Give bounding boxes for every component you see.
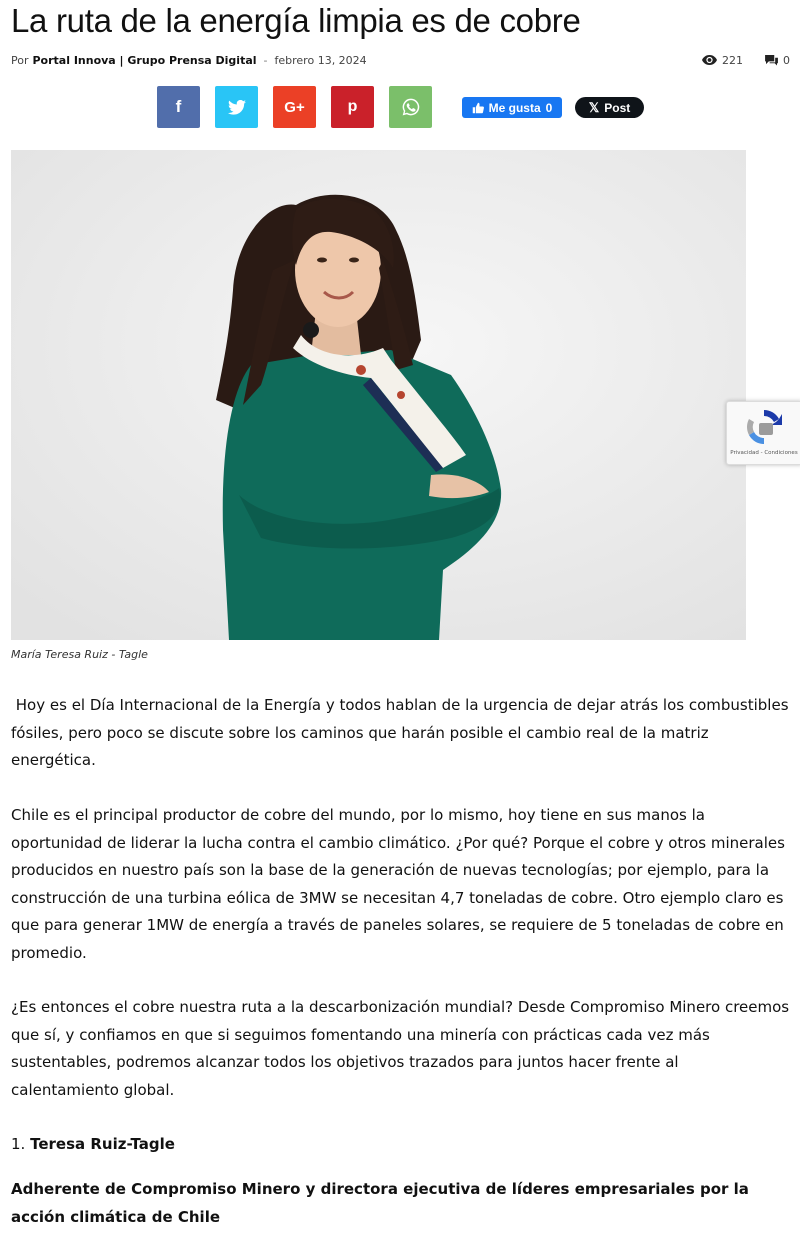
twitter-share-button[interactable] (215, 86, 258, 128)
photo-caption: María Teresa Ruiz - Tagle (11, 648, 148, 661)
x-logo-icon: 𝕏 (588, 99, 600, 115)
article-paragraph: ¿Es entonces el cobre nuestra ruta a la descarbonización mundial? Desde Compromiso Minero creemos que sí, y confiamos en que si seguimos fomentando una minería con prácticas cada vez más sustentables, podremos alcanzar todos los objetivos trazados para juntos hacer frente al calentamiento global. (11, 998, 790, 1099)
eye-icon (702, 55, 717, 65)
comment-icon (765, 55, 778, 66)
article-paragraph: Hoy es el Día Internacional de la Energía y todos hablan de la urgencia de dejar atrás los combustibles fósiles, pero poco se discute sobre los caminos que harán posible el cambio real de la matriz energética. (11, 696, 794, 769)
whatsapp-share-button[interactable] (389, 86, 432, 128)
article-photo (11, 150, 746, 640)
facebook-icon: f (175, 97, 182, 116)
author-link[interactable]: Portal Innova | Grupo Prensa Digital (32, 53, 257, 67)
facebook-like-button[interactable] (462, 97, 562, 118)
post-label: Post (604, 100, 631, 115)
x-post-button[interactable] (575, 97, 644, 118)
publish-date: febrero 13, 2024 (274, 53, 367, 67)
comments-count: 0 (783, 53, 790, 67)
thumbs-up-icon (472, 102, 484, 114)
views-count: 221 (722, 53, 743, 67)
meta-separator: - (263, 53, 268, 67)
whatsapp-icon (401, 97, 421, 117)
pinterest-share-button[interactable] (331, 86, 374, 128)
like-count: 0 (545, 100, 553, 115)
facebook-share-button[interactable] (157, 86, 200, 128)
article-meta (11, 51, 367, 69)
recaptcha-icon (743, 406, 785, 448)
author-name: Teresa Ruiz-Tagle (30, 1135, 175, 1153)
list-number: 1. (11, 1135, 26, 1153)
googleplus-share-button[interactable] (273, 86, 316, 128)
author-list-item (11, 1131, 175, 1158)
recaptcha-links[interactable]: Privacidad - Condiciones (730, 450, 798, 456)
portrait-image (11, 150, 746, 640)
article-paragraph: Chile es el principal productor de cobre del mundo, por lo mismo, hoy tiene en sus manos la oportunidad de liderar la lucha contra el cambio climático. ¿Por qué? Porque el cobre y otros minerales producidos en nuestro país son la base de la generación de nuevas tecnologías; por ejemplo, para la construcción de una turbina eólica de 3MW se necesitan 4,7 toneladas de cobre. Otro ejemplo claro es que para generar 1MW de energía a través de paneles solares, se requiere de 5 toneladas de cobre en promedio. (11, 806, 785, 962)
comments-link[interactable] (765, 54, 790, 67)
article-title: La ruta de la energía limpia es de cobre (11, 2, 581, 39)
pinterest-icon: p (347, 98, 358, 115)
article-counters (702, 51, 790, 69)
author-role: Adherente de Compromiso Minero y directora ejecutiva de líderes empresariales por la acción climática de Chile (11, 1180, 749, 1226)
googleplus-icon: G+ (284, 98, 305, 116)
twitter-bird-icon (228, 100, 246, 115)
like-label: Me gusta (488, 100, 541, 115)
share-buttons (157, 86, 432, 128)
by-label: Por (11, 53, 29, 67)
recaptcha-badge[interactable] (726, 401, 800, 465)
